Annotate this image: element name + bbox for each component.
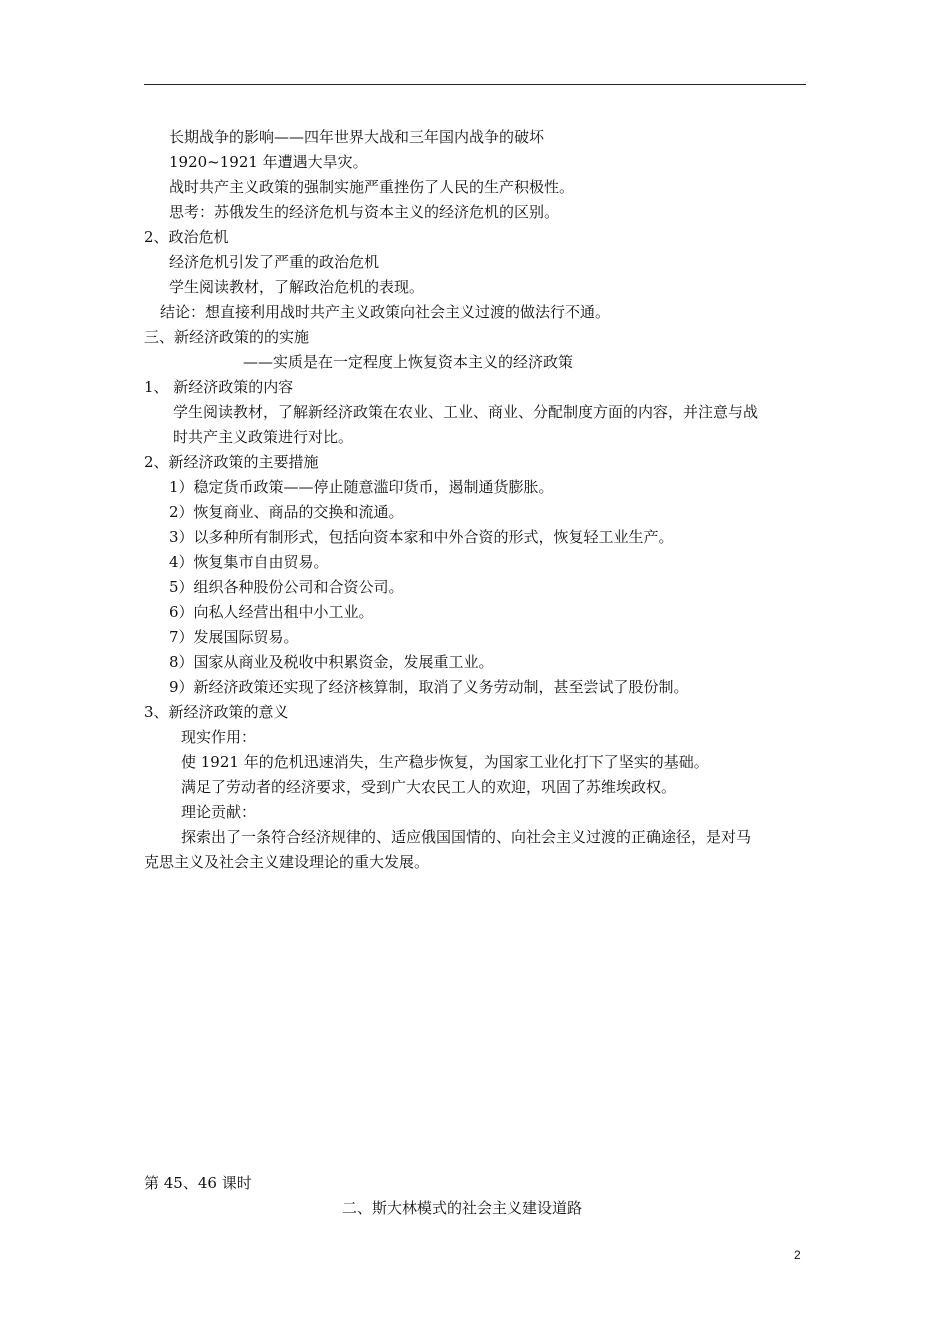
list-item: 7）发展国际贸易。 [169,628,299,646]
text-line: 克思主义及社会主义建设理论的重大发展。 [144,853,430,871]
text-line: 探索出了一条符合经济规律的、适应俄国国情的、向社会主义过渡的正确途径，是对马 [181,828,752,846]
section-heading: 1、 新经济政策的内容 [144,378,294,396]
text-line: 时共产主义政策进行对比。 [173,428,354,446]
list-item: 4）恢复集市自由贸易。 [169,553,329,571]
text-line: 战时共产主义政策的强制实施严重挫伤了人民的生产积极性。 [169,178,575,196]
text-line: 学生阅读教材，了解新经济政策在农业、工业、商业、分配制度方面的内容，并注意与战 [173,403,759,421]
chapter-title: 二、斯大林模式的社会主义建设道路 [342,1199,583,1217]
list-item: 6）向私人经营出租中小工业。 [169,603,374,621]
list-item: 2）恢复商业、商品的交换和流通。 [169,503,404,521]
text-line: 长期战争的影响——四年世界大战和三年国内战争的破坏 [169,128,545,146]
header-rule [144,84,806,85]
text-line: 经济危机引发了严重的政治危机 [169,253,380,271]
list-item: 9）新经济政策还实现了经济核算制，取消了义务劳动制，甚至尝试了股份制。 [169,678,689,696]
text-line: 思考：苏俄发生的经济危机与资本主义的经济危机的区别。 [169,203,560,221]
text-line: 现实作用： [181,728,257,746]
list-item: 1）稳定货币政策——停止随意滥印货币，遏制通货膨胀。 [169,478,554,496]
list-item: 8）国家从商业及税收中积累资金，发展重工业。 [169,653,494,671]
lesson-label: 第 45、46 课时 [144,1174,252,1192]
section-subtitle: ——实质是在一定程度上恢复资本主义的经济政策 [243,353,574,371]
conclusion-line: 结论：想直接利用战时共产主义政策向社会主义过渡的做法行不通。 [160,303,611,321]
section-heading: 三、新经济政策的的实施 [144,328,310,346]
text-line: 1920~1921 年遭遇大旱灾。 [169,153,368,171]
section-heading: 2、政治危机 [144,228,229,246]
text-line: 理论贡献： [181,803,257,821]
text-line: 满足了劳动者的经济要求，受到广大农民工人的欢迎，巩固了苏维埃政权。 [181,778,677,796]
list-item: 5）组织各种股份公司和合资公司。 [169,578,404,596]
text-line: 学生阅读教材，了解政治危机的表现。 [169,278,425,296]
section-heading: 2、新经济政策的主要措施 [144,453,319,471]
section-heading: 3、新经济政策的意义 [144,703,289,721]
list-item: 3）以多种所有制形式，包括向资本家和中外合资的形式，恢复轻工业生产。 [169,528,674,546]
page-number: 2 [794,1248,801,1262]
text-line: 使 1921 年的危机迅速消失，生产稳步恢复，为国家工业化打下了坚实的基础。 [181,753,709,771]
